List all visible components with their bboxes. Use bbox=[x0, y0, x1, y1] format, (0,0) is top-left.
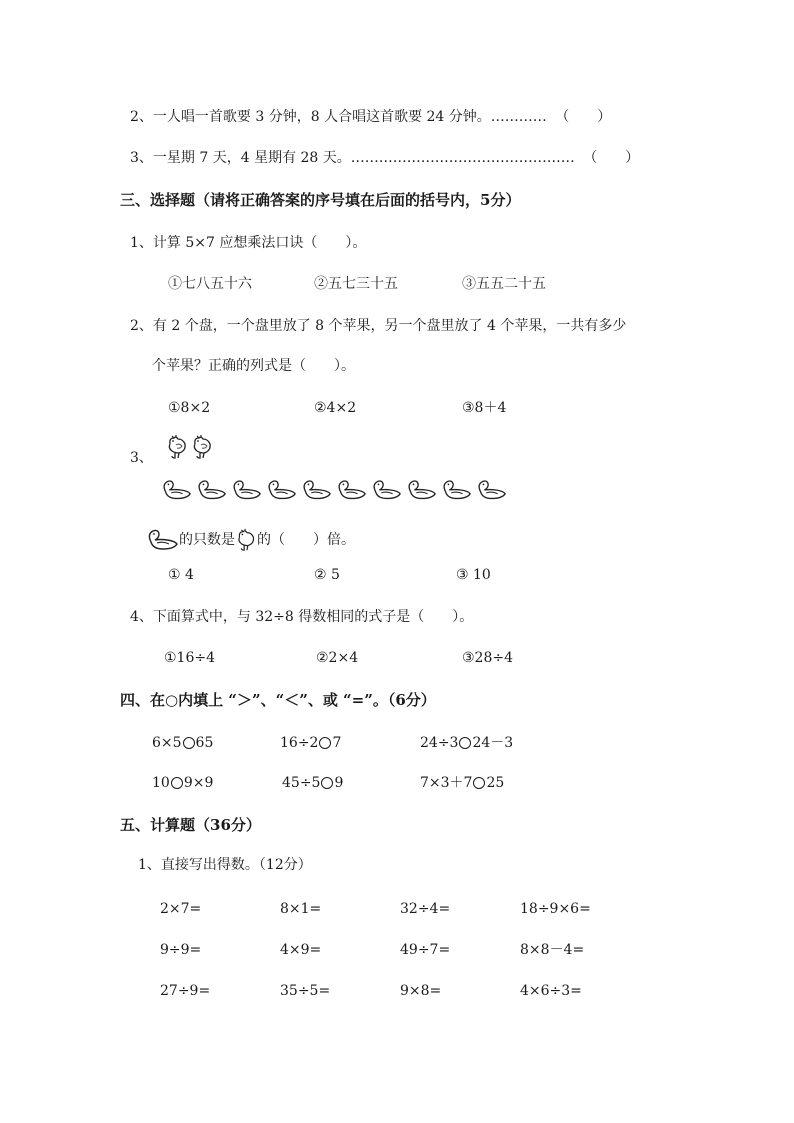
calc-item[interactable]: 2×7= bbox=[160, 901, 202, 917]
s3-q4-option-3[interactable]: ③28÷4 bbox=[462, 650, 514, 666]
duck-icon bbox=[405, 478, 437, 506]
s3-q3-option-1[interactable]: ① 4 bbox=[168, 567, 194, 583]
s3-q4-text: 4、下面算式中，与 32÷8 得数相同的式子是（ ）。 bbox=[130, 609, 474, 625]
duck-icon bbox=[440, 478, 472, 506]
duck-icon bbox=[145, 528, 179, 552]
compare-right: 25 bbox=[486, 775, 505, 791]
s3-q4-option-1[interactable]: ①16÷4 bbox=[164, 650, 216, 666]
calc-item[interactable]: 4×6÷3= bbox=[520, 983, 582, 999]
compare-item bbox=[282, 773, 343, 793]
compare-item bbox=[420, 773, 504, 793]
compare-left: 7×3＋7 bbox=[420, 775, 473, 791]
compare-left: 16÷2 bbox=[280, 735, 319, 751]
s3-q3-number: 3、 bbox=[130, 450, 153, 466]
duck-row bbox=[160, 478, 507, 506]
s3-q2-option-3[interactable]: ③8＋4 bbox=[462, 400, 507, 416]
hen-row bbox=[166, 434, 213, 460]
s3-q2-line1: 2、有 2 个盘，一个盘里放了 8 个苹果，另一个盘里放了 4 个苹果，一共有多少 bbox=[130, 318, 627, 334]
calc-item[interactable]: 35÷5= bbox=[280, 983, 331, 999]
s3-q3-text-b: 的（ ）倍。 bbox=[257, 532, 355, 548]
compare-circle[interactable] bbox=[473, 777, 485, 789]
compare-left: 45÷5 bbox=[282, 775, 321, 791]
compare-item bbox=[152, 773, 213, 793]
calc-item[interactable]: 32÷4= bbox=[400, 901, 451, 917]
calc-item[interactable]: 27÷9= bbox=[160, 983, 211, 999]
judge-q3-answer-paren[interactable]: （ ） bbox=[583, 150, 640, 166]
s3-q3-text-a: 的只数是 bbox=[179, 532, 235, 548]
compare-right: 9×9 bbox=[183, 775, 214, 791]
compare-item bbox=[280, 733, 341, 753]
compare-item bbox=[152, 733, 213, 753]
duck-icon bbox=[475, 478, 507, 506]
duck-icon bbox=[230, 478, 262, 506]
calc-item[interactable]: 18÷9×6= bbox=[520, 901, 591, 917]
s3-q2-option-2[interactable]: ②4×2 bbox=[314, 400, 357, 416]
compare-circle[interactable] bbox=[459, 737, 471, 749]
calc-item[interactable]: 8×8－4= bbox=[520, 942, 585, 958]
compare-left: 6×5 bbox=[152, 735, 182, 751]
hen-icon bbox=[235, 528, 257, 552]
compare-item bbox=[420, 733, 513, 753]
s3-q1-option-1[interactable]: ①七八五十六 bbox=[168, 276, 252, 292]
s3-q4-option-2[interactable]: ②2×4 bbox=[316, 650, 359, 666]
s3-q1-text: 1、计算 5×7 应想乘法口诀（ ）。 bbox=[130, 235, 367, 251]
s3-q1-option-2[interactable]: ②五七三十五 bbox=[314, 276, 398, 292]
calc-item[interactable]: 4×9= bbox=[280, 942, 322, 958]
duck-icon bbox=[370, 478, 402, 506]
duck-icon bbox=[265, 478, 297, 506]
compare-right: 65 bbox=[195, 735, 214, 751]
s3-q1-option-3[interactable]: ③五五二十五 bbox=[462, 276, 546, 292]
compare-right: 9 bbox=[334, 775, 344, 791]
duck-icon bbox=[195, 478, 227, 506]
calc-item[interactable]: 49÷7= bbox=[400, 942, 451, 958]
compare-left: 24÷3 bbox=[420, 735, 459, 751]
compare-circle[interactable] bbox=[321, 777, 333, 789]
hen-icon bbox=[166, 434, 188, 460]
section4-title: 四、在○内填上 “＞”、“＜”、或 “=”。（6分） bbox=[120, 691, 436, 709]
s3-q3-option-3[interactable]: ③ 10 bbox=[456, 567, 491, 583]
judge-q3 bbox=[130, 148, 639, 168]
compare-left: 10 bbox=[152, 775, 170, 791]
judge-q2-text: 2、一人唱一首歌要 3 分钟，8 人合唱这首歌要 24 分钟。………… bbox=[130, 109, 547, 125]
hen-icon bbox=[191, 434, 213, 460]
section3-title: 三、选择题（请将正确答案的序号填在后面的括号内，5分） bbox=[120, 191, 521, 209]
compare-circle[interactable] bbox=[183, 737, 195, 749]
calc-item[interactable]: 8×1= bbox=[280, 901, 322, 917]
compare-right: 7 bbox=[332, 735, 342, 751]
judge-q2-answer-paren[interactable]: （ ） bbox=[555, 109, 612, 125]
compare-circle[interactable] bbox=[319, 737, 331, 749]
s5-sub1-title: 1、直接写出得数。（12分） bbox=[138, 857, 312, 873]
compare-right: 24－3 bbox=[472, 735, 514, 751]
duck-icon bbox=[300, 478, 332, 506]
judge-q3-text: 3、一星期 7 天，4 星期有 28 天。………………………………………… bbox=[130, 150, 575, 166]
s3-q3-option-2[interactable]: ② 5 bbox=[314, 567, 340, 583]
duck-icon bbox=[335, 478, 367, 506]
compare-circle[interactable] bbox=[171, 777, 183, 789]
s3-q3-text bbox=[145, 528, 355, 552]
duck-icon bbox=[160, 478, 192, 506]
section5-title: 五、计算题（36分） bbox=[120, 816, 261, 834]
calc-item[interactable]: 9÷9= bbox=[160, 942, 202, 958]
s3-q2-line2: 个苹果？正确的列式是（ ）。 bbox=[152, 358, 355, 374]
s3-q2-option-1[interactable]: ①8×2 bbox=[168, 400, 211, 416]
calc-item[interactable]: 9×8= bbox=[400, 983, 442, 999]
judge-q2 bbox=[130, 107, 611, 127]
